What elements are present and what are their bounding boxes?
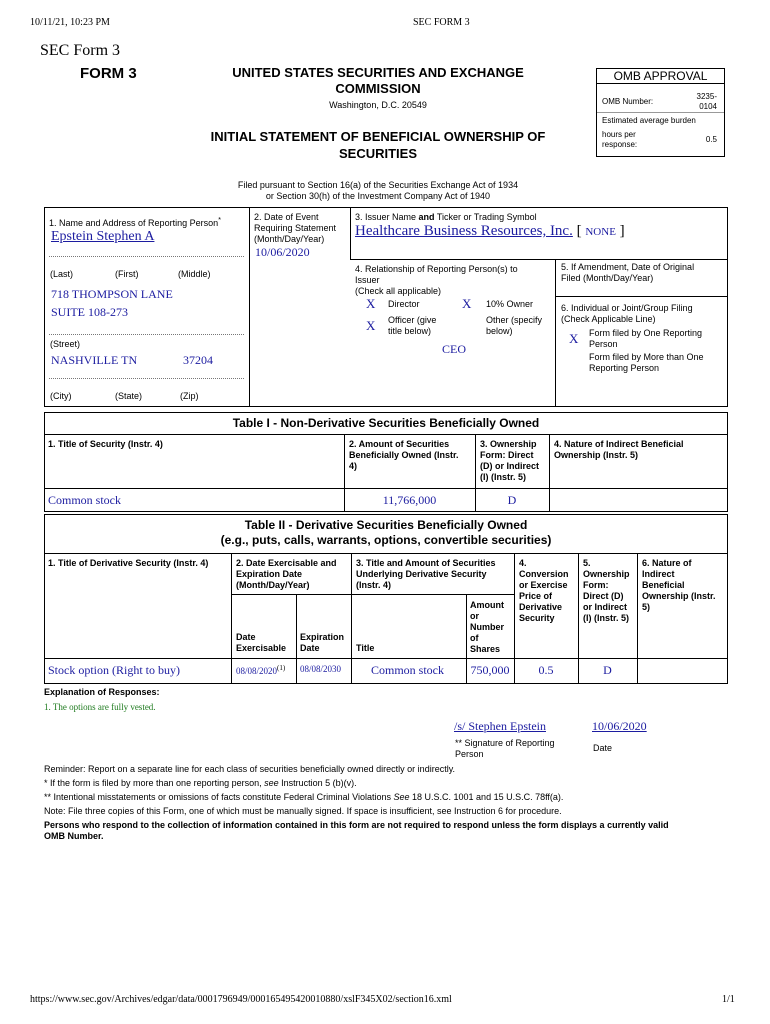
table2-row-title: Stock option (Right to buy)	[48, 663, 180, 677]
officer-title: CEO	[442, 342, 466, 356]
print-page-title: SEC FORM 3	[413, 17, 470, 28]
table1-col3-line3: (D) or Indirect	[480, 461, 540, 471]
print-url: https://www.sec.gov/Archives/edgar/data/0001796949/000165495420010880/xslF345X02/section16.xml	[30, 994, 452, 1005]
table1-col4-header	[554, 439, 684, 461]
table2-col2-header	[236, 558, 337, 591]
zip-label: (Zip)	[180, 391, 199, 401]
table1-col3-line1: 3. Ownership	[480, 439, 537, 449]
section6-line1: 6. Individual or Joint/Group Filing	[561, 303, 693, 313]
officer-label	[388, 315, 436, 337]
sec-form-label: SEC Form 3	[40, 42, 121, 59]
ticker-open: [	[576, 223, 582, 239]
officer-line2: title below)	[388, 326, 432, 336]
address-line2: SUITE 108-273	[51, 305, 128, 319]
ticker-symbol: NONE	[585, 226, 616, 238]
omb-divider	[597, 112, 724, 113]
table2-sub-date-exercisable	[236, 632, 286, 654]
divider-v1	[249, 207, 250, 407]
table1-header-rule	[44, 488, 728, 489]
section6-line2: (Check Applicable Line)	[561, 314, 656, 324]
last-label: (Last)	[50, 269, 74, 279]
table2-col-divider1	[231, 553, 232, 684]
table2-col2-line2: Expiration Date	[236, 569, 303, 579]
director-label: Director	[388, 299, 420, 309]
reporting-person-name: Epstein Stephen A	[51, 229, 155, 244]
table2-title	[44, 518, 728, 548]
issuer-line	[355, 223, 625, 240]
section2-line1: 2. Date of Event	[254, 212, 319, 222]
signature-label	[455, 738, 555, 760]
footnote-double-star	[44, 792, 563, 803]
table2-sub-expiration	[300, 632, 344, 654]
table2-col3-line1: 3. Title and Amount of Securities	[356, 558, 496, 568]
divider-h1	[350, 259, 728, 260]
table2-sub-divider1	[296, 594, 297, 684]
table2-col5-line2: Ownership	[583, 569, 630, 579]
table1-col2-line2: Beneficially Owned (Instr.	[349, 450, 459, 460]
table2-title-line1: Table II - Derivative Securities Beneficially Owned	[244, 518, 528, 532]
persons-line1: Persons who respond to the collection of information contained in this form are not required to respond unless the form displays a currently valid	[44, 820, 669, 830]
table2-row-footnote: (1)	[277, 664, 286, 672]
one-person-label	[589, 328, 702, 350]
table2-col6-line5: 5)	[642, 602, 651, 612]
table2-col4-line2: Conversion	[519, 569, 569, 579]
table1-col3-header	[480, 439, 539, 483]
print-datetime: 10/11/21, 10:23 PM	[30, 17, 110, 28]
statement-line2: SECURITIES	[338, 146, 417, 161]
middle-label: (Middle)	[178, 269, 211, 279]
table2-col4-line1: 4.	[519, 558, 527, 568]
table2-sub-amount-line2: or	[470, 611, 479, 621]
officer-line1: Officer (give	[388, 315, 437, 325]
date-label: Date	[593, 743, 613, 753]
table2-col4-line5: Derivative	[519, 602, 563, 612]
table1-col3-line4: (I) (Instr. 5)	[480, 472, 527, 482]
table2-title-line2: (e.g., puts, calls, warrants, options, convertible securities)	[220, 533, 552, 547]
signature-date: 10/06/2020	[592, 719, 647, 733]
director-checkmark: X	[366, 296, 376, 311]
issuer-name: Healthcare Business Resources, Inc.	[355, 223, 573, 239]
ticker-close: ]	[619, 223, 625, 239]
city-line	[49, 378, 244, 379]
table2-title-rule	[44, 553, 728, 554]
footnote-dstar-post: 18 U.S.C. 1001 and 15 U.S.C. 78ff(a).	[409, 792, 564, 802]
table2-col3-header	[356, 558, 496, 591]
section2-line3: (Month/Day/Year)	[254, 234, 325, 244]
section3-label-and: and	[418, 212, 435, 222]
section1-label	[49, 214, 221, 229]
omb-number-line2: 0104	[699, 102, 717, 111]
table2-row-date-value: 08/08/2020	[236, 666, 278, 676]
table2-col4-line6: Security	[519, 613, 555, 623]
section5-line2: Filed (Month/Day/Year)	[561, 273, 654, 283]
form-label: FORM 3	[80, 65, 137, 82]
divider-v2	[350, 207, 351, 260]
omb-hours-line2: response:	[602, 140, 638, 149]
event-date: 10/06/2020	[255, 245, 310, 259]
section2-line2: Requiring Statement	[254, 223, 337, 233]
note-text: Note: File three copies of this Form, one of which must be manually signed. If space is insufficient, see Instruction 6 for procedure.	[44, 806, 562, 816]
table2-col-divider2	[351, 553, 352, 684]
agency-location: Washington, D.C. 20549	[329, 100, 427, 110]
table2-col1-header: 1. Title of Derivative Security (Instr. 4)	[48, 558, 209, 568]
table2-sub-date-line1: Date	[236, 632, 256, 642]
section2-label	[254, 212, 336, 245]
table2-subheader-rule	[231, 594, 514, 595]
section4-line3: (Check all applicable)	[355, 286, 442, 296]
omb-hours-value: 0.5	[705, 135, 717, 144]
table2-col5-line5: or Indirect	[583, 602, 628, 612]
one-person-line2: Person	[589, 339, 618, 349]
omb-number-line1: 3235-	[696, 92, 717, 101]
divider-v3	[555, 259, 556, 407]
section3-label-pre: 3. Issuer Name	[355, 212, 419, 222]
signature-label-line1: ** Signature of Reporting	[455, 738, 555, 748]
table1-col2-line1: 2. Amount of Securities	[349, 439, 450, 449]
table2-col2-line3: (Month/Day/Year)	[236, 580, 310, 590]
table1-col2-header	[349, 439, 459, 472]
table2-row-date-exercisable	[236, 664, 285, 676]
table1-col3-line2: Form: Direct	[480, 450, 534, 460]
table2-sub-date-line2: Exercisable	[236, 643, 287, 653]
table2-col6-line1: 6. Nature of	[642, 558, 692, 568]
footnote-dstar-pre: ** Intentional misstatements or omissions of facts constitute Federal Criminal Violations	[44, 792, 394, 802]
omb-hours-label	[602, 130, 637, 150]
more-person-line2: Reporting Person	[589, 363, 660, 373]
city-state: NASHVILLE TN	[51, 353, 138, 367]
signature-name: /s/ Stephen Epstein	[454, 719, 546, 733]
signature-label-line2: Person	[455, 749, 484, 759]
filed-line2: or Section 30(h) of the Investment Company Act of 1940	[265, 191, 491, 201]
table2-row-form: D	[603, 663, 612, 677]
table2-sub-amount	[470, 600, 504, 655]
other-line1: Other (specify	[486, 315, 543, 325]
omb-burden-label: Estimated average burden	[602, 116, 696, 125]
table1-row-title: Common stock	[48, 493, 122, 507]
more-person-label	[589, 352, 704, 374]
street-line	[49, 334, 244, 335]
table2-sub-exp-line2: Date	[300, 643, 320, 653]
section4-line2: Issuer	[355, 275, 380, 285]
statement-title	[178, 128, 578, 162]
more-person-line1: Form filed by More than One	[589, 352, 704, 362]
table2-row-underlying: Common stock	[371, 663, 445, 677]
section5-label	[561, 262, 694, 284]
other-line2: below)	[486, 326, 513, 336]
table2-sub-amount-line3: Number	[470, 622, 505, 632]
table2-sub-amount-line4: of	[470, 633, 479, 643]
table2-col4-line4: Price of	[519, 591, 553, 601]
table2-col4-line3: or Exercise	[519, 580, 568, 590]
filed-line1: Filed pursuant to Section 16(a) of the Securities Exchange Act of 1934	[237, 180, 519, 190]
name-line	[49, 256, 244, 257]
table1-row-amount: 11,766,000	[382, 493, 437, 507]
footnote-star-post: Instruction 5 (b)(v).	[278, 778, 357, 788]
explanation-note1: 1. The options are fully vested.	[44, 702, 156, 712]
omb-title: OMB APPROVAL	[597, 69, 724, 84]
table2-row-amount: 750,000	[470, 663, 510, 677]
table2-col6-line4: Ownership (Instr.	[642, 591, 716, 601]
one-person-checkmark: X	[569, 331, 579, 346]
statement-line1: INITIAL STATEMENT OF BENEFICIAL OWNERSHIP OF	[210, 129, 546, 144]
table2-col5-header	[583, 558, 630, 624]
table2-col6-header	[642, 558, 716, 613]
table1-col1-header: 1. Title of Security (Instr. 4)	[48, 439, 163, 449]
table2-col3-line2: Underlying Derivative Security	[356, 569, 487, 579]
table2-col2-line1: 2. Date Exercisable and	[236, 558, 337, 568]
table2-col5-line4: Direct (D)	[583, 591, 624, 601]
table2-sub-exp-line1: Expiration	[300, 632, 345, 642]
omb-number-value	[685, 92, 717, 112]
table1-col4-line2: Ownership (Instr. 5)	[554, 450, 639, 460]
table1-col2-line3: 4)	[349, 461, 358, 471]
table2-col5-line6: (I) (Instr. 5)	[583, 613, 630, 623]
agency-line1: UNITED STATES SECURITIES AND EXCHANGE	[232, 65, 524, 80]
officer-checkmark: X	[366, 318, 376, 333]
other-label	[486, 315, 542, 337]
persons-line2: OMB Number.	[44, 831, 104, 841]
table2-col3-line3: (Instr. 4)	[356, 580, 392, 590]
table2-header-rule	[44, 658, 728, 659]
reminder-text: Reminder: Report on a separate line for each class of securities beneficially owned directly or indirectly.	[44, 764, 456, 774]
table2-col4-header	[519, 558, 569, 624]
section1-asterisk: *	[218, 215, 222, 224]
table2-sub-title: Title	[356, 643, 375, 653]
table1-row-form: D	[507, 493, 517, 507]
table2-row-expiration: 08/08/2030	[300, 664, 342, 674]
table2-row-price: 0.5	[538, 663, 554, 677]
table2-col5-line1: 5.	[583, 558, 591, 568]
city-label: (City)	[50, 391, 72, 401]
divider-h2	[555, 296, 728, 297]
section4-label	[355, 264, 518, 297]
section3-label-post: Ticker or Trading Symbol	[434, 212, 537, 222]
section6-label	[561, 303, 693, 325]
omb-number-label: OMB Number:	[602, 97, 654, 106]
address-line1: 718 THOMPSON LANE	[51, 287, 173, 301]
agency-line2: COMMISSION	[335, 81, 421, 96]
table2-sub-amount-line1: Amount	[470, 600, 504, 610]
owner-checkmark: X	[462, 296, 472, 311]
section4-line1: 4. Relationship of Reporting Person(s) to	[355, 264, 518, 274]
footnote-star	[44, 778, 357, 789]
filed-pursuant	[178, 180, 578, 202]
section3-label	[355, 212, 537, 223]
one-person-line1: Form filed by One Reporting	[589, 328, 703, 338]
table2-col6-line3: Beneficial	[642, 580, 685, 590]
explanation-title: Explanation of Responses:	[44, 687, 160, 697]
persons-text	[44, 820, 724, 842]
table1-col-divider3	[549, 434, 550, 512]
table2-col5-line3: Form:	[583, 580, 609, 590]
street-label: (Street)	[50, 339, 81, 349]
omb-hours-line1: hours per	[602, 130, 636, 139]
print-page-count: 1/1	[722, 994, 735, 1005]
first-label: (First)	[115, 269, 139, 279]
zip-code: 37204	[183, 353, 213, 367]
section5-line1: 5. If Amendment, Date of Original	[561, 262, 695, 272]
footnote-star-pre: * If the form is filed by more than one reporting person,	[44, 778, 265, 788]
section1-label-text: 1. Name and Address of Reporting Person	[49, 218, 219, 228]
table1-title: Table I - Non-Derivative Securities Beneficially Owned	[232, 416, 540, 430]
footnote-dstar-italic: See	[393, 792, 410, 802]
table1-title-rule	[44, 434, 728, 435]
table2-col-divider5	[637, 553, 638, 684]
table2-sub-amount-line5: Shares	[470, 644, 501, 654]
footnote-star-italic: see	[264, 778, 279, 788]
state-label: (State)	[115, 391, 143, 401]
ten-percent-owner-label: 10% Owner	[486, 299, 534, 309]
table2-col6-line2: Indirect	[642, 569, 675, 579]
agency-title	[178, 65, 578, 97]
table1-col4-line1: 4. Nature of Indirect Beneficial	[554, 439, 684, 449]
